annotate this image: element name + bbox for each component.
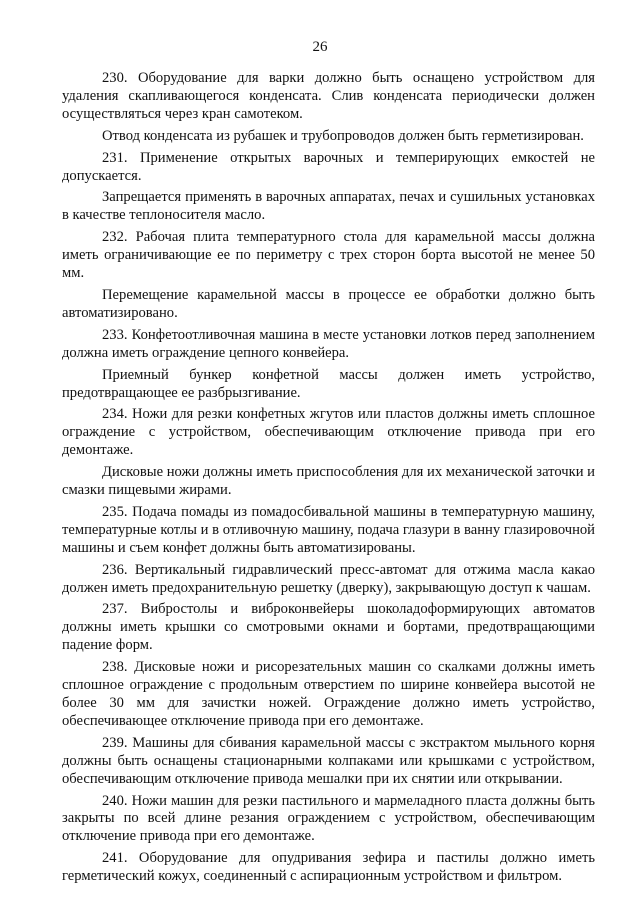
paragraph-233: 233. Конфетоотливочная машина в месте установки лотков перед заполнением должна иметь ограждение цепного конвейера. xyxy=(62,326,595,361)
page-number: 26 xyxy=(312,39,328,55)
paragraph-230: 230. Оборудование для варки должно быть оснащено устройством для удаления скапливающегося конденсата. Слив конденсата периодически должен осуществляться через кран самотеком. xyxy=(62,70,595,122)
paragraph-232: 232. Рабочая плита температурного стола для карамельной массы должна иметь ограничивающие ее по периметру с трех сторон борта высотой не менее 50 мм. xyxy=(62,229,595,282)
paragraph-236: 236. Вертикальный гидравлический пресс-автомат для отжима масла какао должен иметь предохранительную решетку (дверку), закрывающую доступ к чашам. xyxy=(62,561,595,596)
paragraph-233-hopper: Приемный бункер конфетной массы должен иметь устройство, предотвращающее ее разбрызгивание. xyxy=(62,366,595,401)
paragraph-241: 241. Оборудование для опудривания зефира и пастилы должно иметь герметический кожух, соединенный с аспирационным устройством и фильтром. xyxy=(62,850,595,885)
paragraph-231: 231. Применение открытых варочных и темперирующих емкостей не допускается. xyxy=(62,149,595,184)
paragraph-230-condensate: Отвод конденсата из рубашек и трубопроводов должен быть герметизирован. xyxy=(102,127,584,144)
paragraph-232-automation: Перемещение карамельной массы в процессе ее обработки должно быть автоматизировано. xyxy=(62,286,595,321)
paragraph-238: 238. Дисковые ножи и рисорезательных машин со скалками должны иметь сплошное ограждение с продольным отверстием по ширине конвейера высотой не более 30 мм для зачистки ножей. Ограждение должно иметь устройство, обеспечивающее отключение привода при его демонтаже. xyxy=(62,659,595,729)
paragraph-239: 239. Машины для сбивания карамельной массы с экстрактом мыльного корня должны быть оснащены стационарными колпаками или крышками с устройством, обеспечивающим отключение привода мешалки при их снятии или открывании. xyxy=(62,734,595,787)
paragraph-237: 237. Вибростолы и виброконвейеры шоколадоформирующих автоматов должны иметь крышки со смотровыми окнами и бортами, предотвращающими падение форм. xyxy=(62,601,595,654)
paragraph-234: 234. Ножи для резки конфетных жгутов или пластов должны иметь сплошное ограждение с устройством, обеспечивающим отключение привода при его демонтаже. xyxy=(62,406,595,459)
paragraph-231-oil: Запрещается применять в варочных аппаратах, печах и сушильных установках в качестве теплоносителя масло. xyxy=(62,189,595,224)
paragraph-240: 240. Ножи машин для резки пастильного и мармеладного пласта должны быть закрыты по всей длине резания ограждением с устройством, обеспечивающим отключение привода при его демонтаже. xyxy=(62,792,595,845)
paragraph-235: 235. Подача помады из помадосбивальной машины в температурную машину, температурные котлы и в отливочную машину, подача глазури в ванну глазировочной машины и съем конфет должны быть автоматизированы. xyxy=(62,503,595,556)
paragraph-234-disc-knives: Дисковые ножи должны иметь приспособления для их механической заточки и смазки пищевыми жирами. xyxy=(62,464,595,499)
document-body xyxy=(62,70,595,890)
